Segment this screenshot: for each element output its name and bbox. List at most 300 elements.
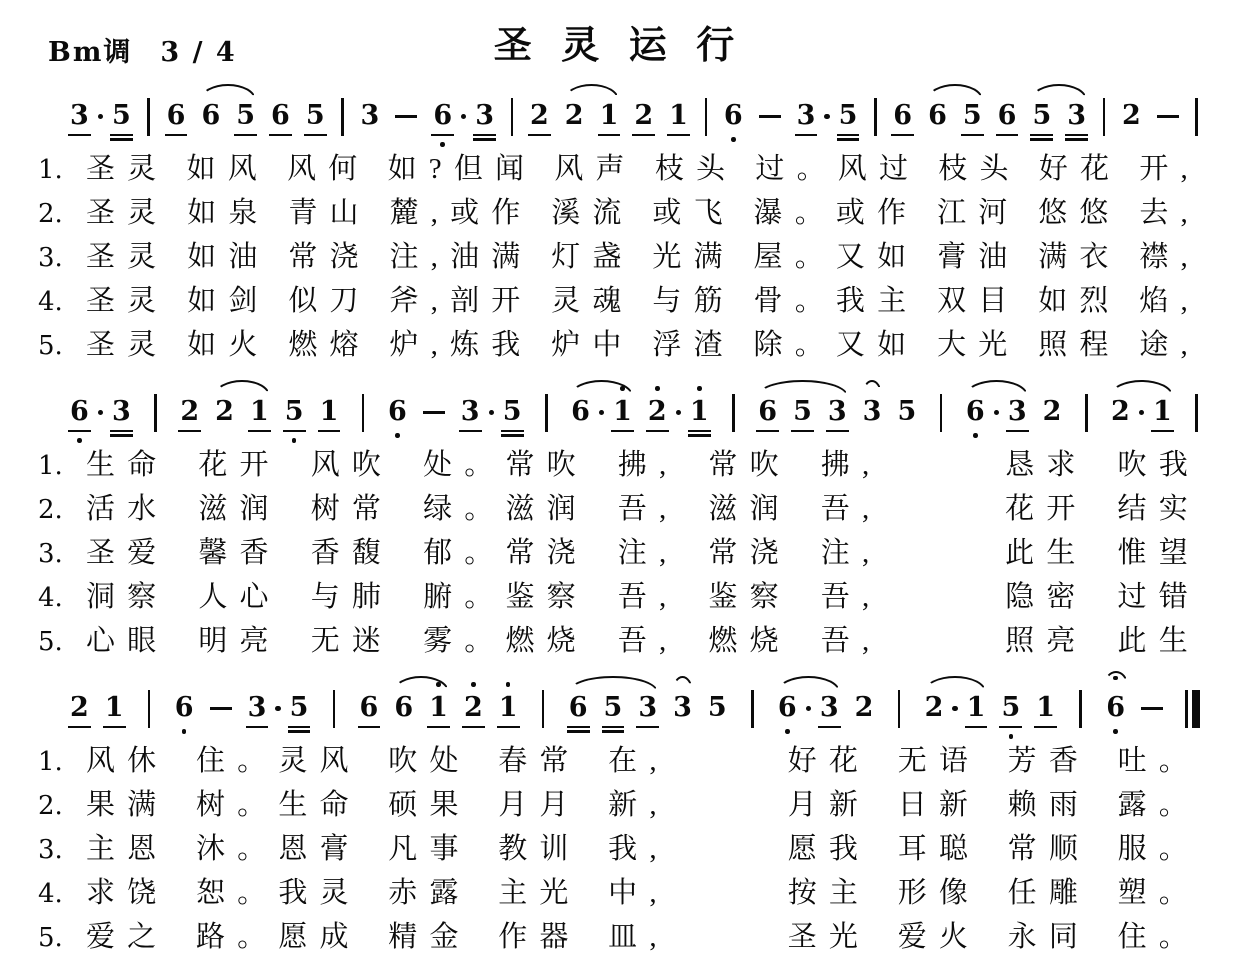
- lyric-group: 斧,剖开: [389, 285, 533, 317]
- fermata-icon: [1104, 671, 1128, 685]
- verse-row: [38, 620, 1200, 664]
- lyric-group: 愿我: [787, 833, 871, 865]
- octave-underline: [567, 730, 590, 732]
- octave-underline: [288, 730, 311, 732]
- verse-lyrics: [86, 280, 1200, 323]
- octave-underline: [68, 726, 91, 728]
- lyric-group: 如风: [186, 153, 269, 185]
- lyric-group: 膏油: [937, 241, 1020, 273]
- measure: [885, 100, 1094, 132]
- lyric-group: 月新: [787, 789, 871, 821]
- octave-underline: [1065, 138, 1088, 140]
- note: 1: [599, 100, 620, 132]
- note: 3: [111, 396, 132, 428]
- slur-group: [1103, 396, 1180, 428]
- verse-number: 3.: [38, 539, 63, 569]
- octave-underline: [632, 134, 655, 136]
- lyric-group: 绿。滋润: [423, 493, 588, 525]
- lyric-group: 我,: [608, 833, 669, 865]
- slur-group: [561, 692, 665, 724]
- lyric-group: 住。: [1117, 921, 1200, 953]
- barline: [545, 394, 548, 432]
- octave-underline: [283, 430, 306, 432]
- lyric-group: 树常: [310, 493, 394, 525]
- lyric-group: 如油: [187, 241, 270, 273]
- note: 6: [201, 100, 221, 131]
- duration-dot: [98, 114, 103, 119]
- note: 2: [529, 100, 550, 132]
- slur-arc: [757, 380, 847, 396]
- lyric-group: 爱火: [897, 921, 981, 953]
- lyric-group: 精金: [388, 921, 471, 953]
- lyric-group: 屋。又如: [753, 241, 919, 273]
- notation-line: [38, 396, 1200, 432]
- lyric-group: 在,: [608, 745, 669, 777]
- slur-arc: [924, 676, 987, 692]
- note: 1: [612, 396, 633, 428]
- slur-group: [207, 396, 277, 428]
- duration-dot: [98, 410, 103, 415]
- verse-number: 4.: [38, 287, 63, 317]
- lyric-group: 风休: [86, 745, 169, 777]
- lyric-group: 树。生命: [195, 789, 361, 821]
- measure: [62, 396, 139, 428]
- verse-row: [38, 280, 1200, 324]
- note: 6: [166, 100, 187, 132]
- octave-underline: [818, 726, 841, 728]
- barline: [1195, 98, 1198, 136]
- measure: [1103, 396, 1180, 428]
- barline: [874, 98, 877, 136]
- lyric-group: 按主: [787, 877, 871, 909]
- lyric-group: 过错: [1117, 581, 1200, 613]
- lyric-group: 圣灵: [86, 153, 169, 185]
- lyric-group: 圣灵: [86, 329, 169, 361]
- octave-underline: [318, 430, 341, 432]
- note: 6: [892, 100, 913, 132]
- lyric-group: 或飞: [652, 197, 735, 229]
- lyric-group: 滋润: [198, 493, 281, 525]
- lyric-group: 此生: [1005, 537, 1088, 569]
- note: 1: [428, 692, 449, 724]
- low-octave-dot: [292, 438, 297, 443]
- note: 3: [474, 100, 495, 132]
- octave-underline: [611, 430, 634, 432]
- verse-lyrics: [86, 444, 1200, 487]
- lyric-group: 常吹: [708, 449, 791, 481]
- final-barline-thin: [1185, 690, 1188, 728]
- octave-underline: [288, 726, 311, 728]
- note: 1: [689, 396, 710, 428]
- note: 5: [502, 396, 523, 428]
- verse-row: [38, 828, 1200, 872]
- lyric-group: 新,: [608, 789, 669, 821]
- note: 5: [897, 396, 917, 427]
- lyric-group: 风何: [287, 153, 370, 185]
- slur-arc: [777, 676, 840, 692]
- low-octave-dot: [1009, 734, 1014, 739]
- note: 3: [1066, 100, 1087, 132]
- note: 5: [792, 396, 813, 428]
- note: 6: [997, 100, 1018, 132]
- lyric-group: 好花: [787, 745, 871, 777]
- verse-number: 4.: [38, 583, 63, 613]
- note: 3: [862, 396, 882, 427]
- verse-number: 2.: [38, 199, 63, 229]
- slur-group: [1024, 100, 1094, 132]
- slur-group: [917, 692, 994, 724]
- lyric-group: 日新: [897, 789, 981, 821]
- duration-dot: [1139, 410, 1144, 415]
- lyric-group: 住。灵风: [195, 745, 361, 777]
- low-octave-dot: [395, 433, 400, 438]
- note: 6: [359, 692, 380, 724]
- octave-underline: [110, 138, 133, 140]
- lyric-group: 圣灵: [86, 285, 169, 317]
- lyric-group: 双目: [937, 285, 1020, 317]
- music-system: [38, 396, 1200, 664]
- lyric-group: 惟望: [1117, 537, 1200, 569]
- lyric-group: 青山: [288, 197, 371, 229]
- lyric-group: 活水: [86, 493, 169, 525]
- verse-row: [38, 576, 1200, 620]
- lyric-group: 灯盏: [551, 241, 634, 273]
- note: 6: [387, 396, 408, 428]
- lyric-group: 枝头: [938, 153, 1021, 185]
- high-octave-dot: [506, 682, 511, 687]
- note: 1: [498, 692, 519, 724]
- slur-arc: [564, 84, 620, 100]
- lyric-group: 瀑。或作: [753, 197, 919, 229]
- duration-dot: [489, 410, 494, 415]
- duration-dash: [759, 115, 781, 118]
- measure: [167, 692, 317, 724]
- lyric-group: 注,油满: [389, 241, 533, 273]
- lyric-group: 月月: [498, 789, 581, 821]
- octave-underline: [1034, 726, 1057, 728]
- slur-arc: [862, 380, 883, 396]
- music-systems: [38, 100, 1200, 960]
- lyric-group: 花开: [198, 449, 281, 481]
- slur-group: [386, 692, 456, 724]
- measure: [958, 396, 1070, 428]
- verse-row: [38, 148, 1200, 192]
- octave-underline: [567, 726, 590, 728]
- note: 6: [432, 100, 453, 132]
- verse-lyrics: [86, 740, 1200, 783]
- lyric-group: 燃熔: [288, 329, 371, 361]
- note: 2: [564, 100, 584, 131]
- slur-arc: [1110, 380, 1173, 396]
- note: 3: [827, 396, 848, 428]
- lyric-group: 皿,: [608, 921, 669, 953]
- measure: [62, 692, 132, 724]
- lyric-group: 路。愿成: [195, 921, 361, 953]
- lyric-group: 赤露: [388, 877, 471, 909]
- barline: [751, 690, 754, 728]
- lyric-group: 光满: [652, 241, 735, 273]
- barline: [341, 98, 344, 136]
- lyric-group: 生命: [86, 449, 169, 481]
- slur-group: [958, 396, 1035, 428]
- verse-number: 4.: [38, 879, 63, 909]
- duration-dot: [275, 706, 280, 711]
- measure: [522, 100, 696, 132]
- low-octave-dot: [785, 729, 790, 734]
- final-barline-thick: [1192, 690, 1200, 728]
- lyric-group: 燃烧: [708, 625, 791, 657]
- note: 2: [69, 692, 90, 724]
- verse-row: [38, 532, 1200, 576]
- note: 1: [319, 396, 340, 428]
- measure: [716, 100, 866, 132]
- note: 6: [723, 100, 744, 132]
- lyric-group: 春常: [498, 745, 581, 777]
- measure: [159, 100, 333, 132]
- note: 1: [668, 100, 689, 132]
- note: 5: [1031, 100, 1052, 132]
- verse-lyrics: [86, 828, 1200, 871]
- lyric-group: 结实: [1117, 493, 1200, 525]
- note: 6: [174, 692, 195, 724]
- lyric-group: 骨。我主: [753, 285, 919, 317]
- octave-underline: [248, 430, 271, 432]
- note: 3: [360, 100, 380, 131]
- lyric-group: 如火: [187, 329, 270, 361]
- note: 6: [270, 100, 291, 132]
- verse-number: 2.: [38, 495, 63, 525]
- octave-underline: [602, 726, 625, 728]
- lyric-group: 大光: [937, 329, 1020, 361]
- duration-dash: [1157, 115, 1179, 118]
- verse-number: 2.: [38, 791, 63, 821]
- note: 2: [1111, 396, 1130, 427]
- lyric-group: 凡事: [388, 833, 471, 865]
- lyric-group: 果满: [86, 789, 169, 821]
- note: 3: [460, 396, 481, 428]
- note: 2: [924, 692, 944, 723]
- note: 6: [1105, 692, 1126, 724]
- octave-underline: [1151, 430, 1174, 432]
- lyric-group: 吹我: [1117, 449, 1200, 481]
- barline: [362, 394, 365, 432]
- lyric-group: 香馥: [310, 537, 394, 569]
- measure: [172, 396, 346, 428]
- lyric-group: 浮渣: [652, 329, 735, 361]
- lyric-group: 如泉: [187, 197, 270, 229]
- verse-number: 5.: [38, 627, 63, 657]
- barline: [940, 394, 943, 432]
- lyric-group: 馨香: [198, 537, 281, 569]
- note: 1: [104, 692, 125, 724]
- notation-line: [38, 100, 1200, 136]
- slur-arc: [927, 84, 983, 100]
- lyric-group: 与筋: [652, 285, 735, 317]
- lyric-group: 圣灵: [86, 197, 169, 229]
- low-octave-dot: [973, 433, 978, 438]
- lyric-group: 圣灵: [86, 241, 169, 273]
- lyric-group: 无迷: [310, 625, 394, 657]
- octave-underline: [501, 434, 524, 436]
- verses: [38, 148, 1200, 368]
- lyric-group: 焰,: [1139, 285, 1200, 317]
- octave-underline: [246, 726, 269, 728]
- slur-arc: [1031, 84, 1087, 100]
- octave-underline: [891, 134, 914, 136]
- lyric-group: 隐密: [1005, 581, 1088, 613]
- low-octave-dot: [731, 137, 736, 142]
- verse-lyrics: [86, 488, 1200, 531]
- note: 6: [69, 396, 90, 428]
- lyric-group: 炉,炼我: [389, 329, 533, 361]
- lyric-group: 圣光: [787, 921, 871, 953]
- barline: [732, 394, 735, 432]
- lyric-group: 吐。: [1117, 745, 1200, 777]
- slur-group: [750, 396, 854, 428]
- note: 1: [1035, 692, 1056, 724]
- note: 2: [179, 396, 200, 428]
- verse-lyrics: [86, 620, 1200, 663]
- note: 3: [1007, 396, 1028, 428]
- lyric-group: 拂,: [617, 449, 679, 481]
- lyric-group: 吾,: [617, 625, 679, 657]
- octave-underline: [602, 730, 625, 732]
- octave-underline: [837, 138, 860, 140]
- lyric-group: 与肺: [310, 581, 394, 613]
- lyric-group: 服。: [1117, 833, 1200, 865]
- note: 5: [603, 692, 624, 724]
- key-label: Bm调: [48, 37, 133, 68]
- lyric-group: 襟,: [1139, 241, 1200, 273]
- lyric-group: 吾,: [617, 493, 679, 525]
- octave-underline: [996, 134, 1019, 136]
- lyric-group: 照亮: [1005, 625, 1088, 657]
- verse-row: [38, 236, 1200, 280]
- low-octave-dot: [440, 142, 445, 147]
- note: 3: [247, 692, 268, 724]
- octave-underline: [965, 726, 988, 728]
- note: 5: [284, 396, 305, 428]
- lyric-group: 过。风过: [755, 153, 921, 185]
- barline: [147, 98, 150, 136]
- lyric-group: 此生: [1117, 625, 1200, 657]
- verse-row: [38, 444, 1200, 488]
- note: 3: [819, 692, 840, 724]
- lyric-group: 江河: [937, 197, 1020, 229]
- lyric-group: 爱之: [86, 921, 169, 953]
- music-system: [38, 100, 1200, 368]
- lyric-group: 风声: [554, 153, 637, 185]
- octave-underline: [459, 430, 482, 432]
- lyric-group: 常顺: [1007, 833, 1091, 865]
- lyric-group: 恳求: [1005, 449, 1088, 481]
- lyric-group: 处。常吹: [423, 449, 588, 481]
- octave-underline: [234, 134, 257, 136]
- octave-underline: [598, 134, 621, 136]
- lyric-group: 吾,: [617, 581, 679, 613]
- octave-underline: [688, 434, 711, 436]
- octave-underline: [1030, 138, 1053, 140]
- octave-underline: [269, 134, 292, 136]
- note: 6: [777, 692, 798, 724]
- note: 2: [854, 692, 874, 723]
- slur-group: [770, 692, 847, 724]
- note: 5: [838, 100, 859, 132]
- measure: [353, 100, 503, 132]
- lyric-group: 悠悠: [1038, 197, 1121, 229]
- octave-underline: [110, 434, 133, 436]
- octave-underline: [68, 134, 91, 136]
- lyric-group: 炉中: [551, 329, 634, 361]
- duration-dash: [423, 411, 445, 414]
- verse-lyrics: [86, 784, 1200, 827]
- verse-number: 5.: [38, 331, 63, 361]
- octave-underline: [795, 134, 818, 136]
- octave-underline: [961, 134, 984, 136]
- lyric-group: 郁。常浇: [423, 537, 588, 569]
- note: 5: [707, 692, 727, 723]
- slur-group: [193, 100, 263, 132]
- lyric-group: 圣爱: [86, 537, 169, 569]
- lyric-group: 主光: [498, 877, 581, 909]
- note: 2: [633, 100, 654, 132]
- note: 1: [1152, 396, 1173, 428]
- lyric-group: 如剑: [187, 285, 270, 317]
- octave-underline: [1006, 430, 1029, 432]
- octave-underline: [528, 134, 551, 136]
- octave-underline: [103, 726, 126, 728]
- lyric-group: 明亮: [198, 625, 281, 657]
- measure: [352, 692, 526, 724]
- note: 1: [966, 692, 987, 724]
- lyric-group: 照程: [1038, 329, 1121, 361]
- high-octave-dot: [471, 682, 476, 687]
- verse-number: 3.: [38, 243, 63, 273]
- octave-underline: [826, 430, 849, 432]
- barline: [1103, 98, 1106, 136]
- music-system: [38, 692, 1200, 960]
- octave-underline: [427, 726, 450, 728]
- verse-lyrics: [86, 148, 1200, 191]
- slur-arc: [214, 380, 270, 396]
- slur-group: [665, 692, 700, 724]
- octave-underline: [497, 726, 520, 728]
- page-title: 圣 灵 运 行: [493, 25, 745, 67]
- lyric-group: 任雕: [1007, 877, 1091, 909]
- lyric-group: 途,: [1139, 329, 1200, 361]
- duration-dot: [952, 706, 957, 711]
- verse-number: 5.: [38, 923, 63, 953]
- lyric-group: 如?但闻: [387, 153, 537, 185]
- lyric-group: 硕果: [388, 789, 471, 821]
- lyric-group: 吹处: [388, 745, 471, 777]
- barline: [1195, 394, 1198, 432]
- duration-dot: [824, 114, 829, 119]
- barline: [1085, 394, 1088, 432]
- octave-underline: [165, 134, 188, 136]
- lyric-group: 溪流: [551, 197, 634, 229]
- lyric-group: 风吹: [310, 449, 394, 481]
- lyric-group: 恕。我灵: [195, 877, 361, 909]
- note: 6: [568, 692, 589, 724]
- low-octave-dot: [182, 729, 187, 734]
- barline: [511, 98, 514, 136]
- duration-dot: [461, 114, 466, 119]
- note: 2: [647, 396, 668, 428]
- measure: [917, 692, 1063, 724]
- verse-lyrics: [86, 532, 1200, 575]
- duration-dash: [395, 115, 417, 118]
